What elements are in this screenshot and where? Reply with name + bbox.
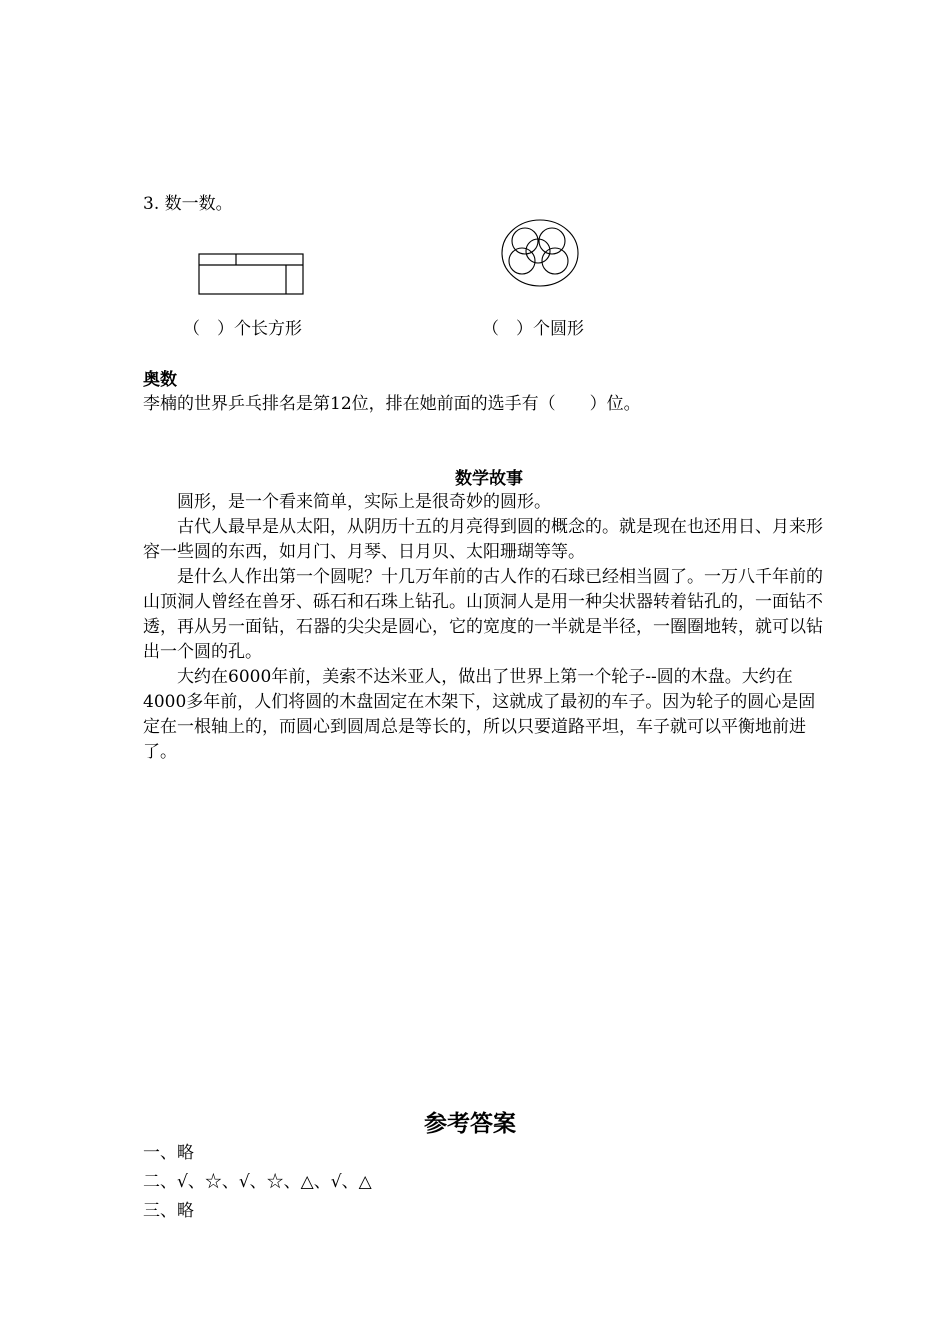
story-body — [143, 490, 823, 765]
answer-item: 一、略 — [143, 1143, 194, 1163]
story-title: 数学故事 — [455, 469, 523, 489]
olympiad-question: 李楠的世界乒乓排名是第12位，排在她前面的选手有（ ）位。 — [143, 394, 641, 414]
story-paragraph: 古代人最早是从太阳，从阴历十五的月亮得到圆的概念的。就是现在也还用日、月来形容一些圆的东西，如月门、月琴、日月贝、太阳珊瑚等等。 — [143, 517, 823, 562]
story-paragraph: 圆形，是一个看来简单，实际上是很奇妙的圆形。 — [177, 492, 551, 512]
answer-item: 三、略 — [143, 1201, 194, 1221]
answer-item: 二、√、☆、√、☆、△、√、△ — [143, 1172, 372, 1192]
answers-title: 参考答案 — [424, 1111, 516, 1137]
question-3-title: 3. 数一数。 — [143, 194, 233, 214]
rectangle-count-label: （ ）个长方形 — [183, 319, 302, 339]
story-paragraph: 大约在6000年前，美索不达米亚人，做出了世界上第一个轮子--圆的木盘。大约在4000多年前，人们将圆的木盘固定在木架下，这就成了最初的车子。因为轮子的圆心是固定在一根轴上的，而圆心到圆周总是等长的，所以只要道路平坦，车子就可以平衡地前进了。 — [143, 667, 816, 762]
olympiad-heading: 奥数 — [143, 370, 177, 390]
circles-figure — [500, 219, 582, 287]
rectangles-figure — [198, 253, 306, 297]
story-paragraph: 是什么人作出第一个圆呢？十几万年前的古人作的石球已经相当圆了。一万八千年前的山顶洞人曾经在兽牙、砾石和石珠上钻孔。山顶洞人是用一种尖状器转着钻孔的，一面钻不透，再从另一面钻，石器的尖尖是圆心，它的宽度的一半就是半径，一圈圈地转，就可以钻出一个圆的孔。 — [143, 567, 823, 662]
circle-count-label: （ ）个圆形 — [482, 319, 584, 339]
